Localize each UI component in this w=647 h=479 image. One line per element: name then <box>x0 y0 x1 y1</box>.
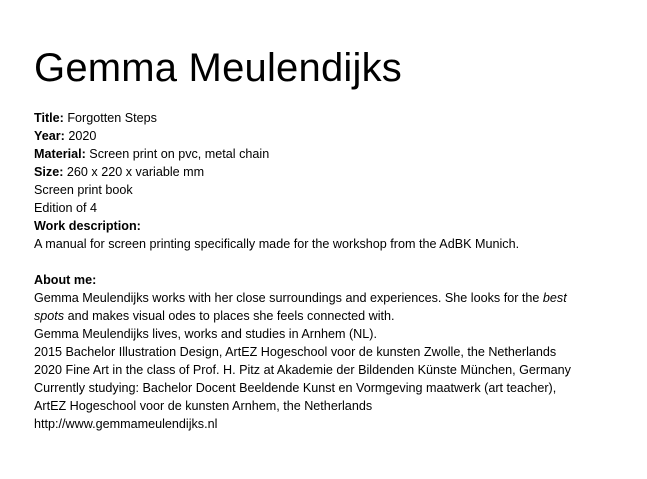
work-format: Screen print book <box>34 183 133 197</box>
work-material-value: Screen print on pvc, metal chain <box>89 147 270 161</box>
work-material-line <box>34 145 634 163</box>
bio-emphasis-best: best <box>542 291 567 305</box>
work-details <box>34 109 634 433</box>
bio-emphasis-spots: spots <box>34 309 65 323</box>
bio-text-part1: Gemma Meulendijks works with her close surroundings and experiences. She looks for the <box>34 291 543 305</box>
website-link[interactable]: http://www.gemmameulendijks.nl <box>34 417 218 431</box>
document-page <box>34 0 634 433</box>
bio-line-2 <box>34 307 634 325</box>
work-edition: Edition of 4 <box>34 201 98 215</box>
work-description-text: A manual for screen printing specifically made for the workshop from the AdBK Munich. <box>34 237 520 251</box>
spacer <box>34 253 634 271</box>
bio-text-part2: and makes visual odes to places she feels connected with. <box>64 309 395 323</box>
current-study-line-1: Currently studying: Bachelor Docent Beeldende Kunst en Vormgeving maatwerk (art teacher), <box>34 381 557 395</box>
education-2015: 2015 Bachelor Illustration Design, ArtEZ Hogeschool voor de kunsten Zwolle, the Netherlands <box>34 345 557 359</box>
artist-name-heading: Gemma Meulendijks <box>34 46 402 90</box>
bio-lives: Gemma Meulendijks lives, works and studies in Arnhem (NL). <box>34 327 377 341</box>
current-study-line-2: ArtEZ Hogeschool voor de kunsten Arnhem, the Netherlands <box>34 399 373 413</box>
work-size-label: Size: <box>34 165 64 179</box>
about-label: About me: <box>34 273 97 287</box>
work-size-value: 260 x 220 x variable mm <box>66 165 205 179</box>
work-year-value: 2020 <box>68 129 97 143</box>
bio-line-1 <box>34 289 634 307</box>
work-material-label: Material: <box>34 147 86 161</box>
work-title-value: Forgotten Steps <box>67 111 157 125</box>
work-title-label: Title: <box>34 111 64 125</box>
work-size-line <box>34 163 634 181</box>
work-description-label: Work description: <box>34 219 141 233</box>
education-2020: 2020 Fine Art in the class of Prof. H. Pitz at Akademie der Bildenden Künste München, Germany <box>34 363 571 377</box>
work-title-line <box>34 109 634 127</box>
work-year-line <box>34 127 634 145</box>
work-year-label: Year: <box>34 129 65 143</box>
